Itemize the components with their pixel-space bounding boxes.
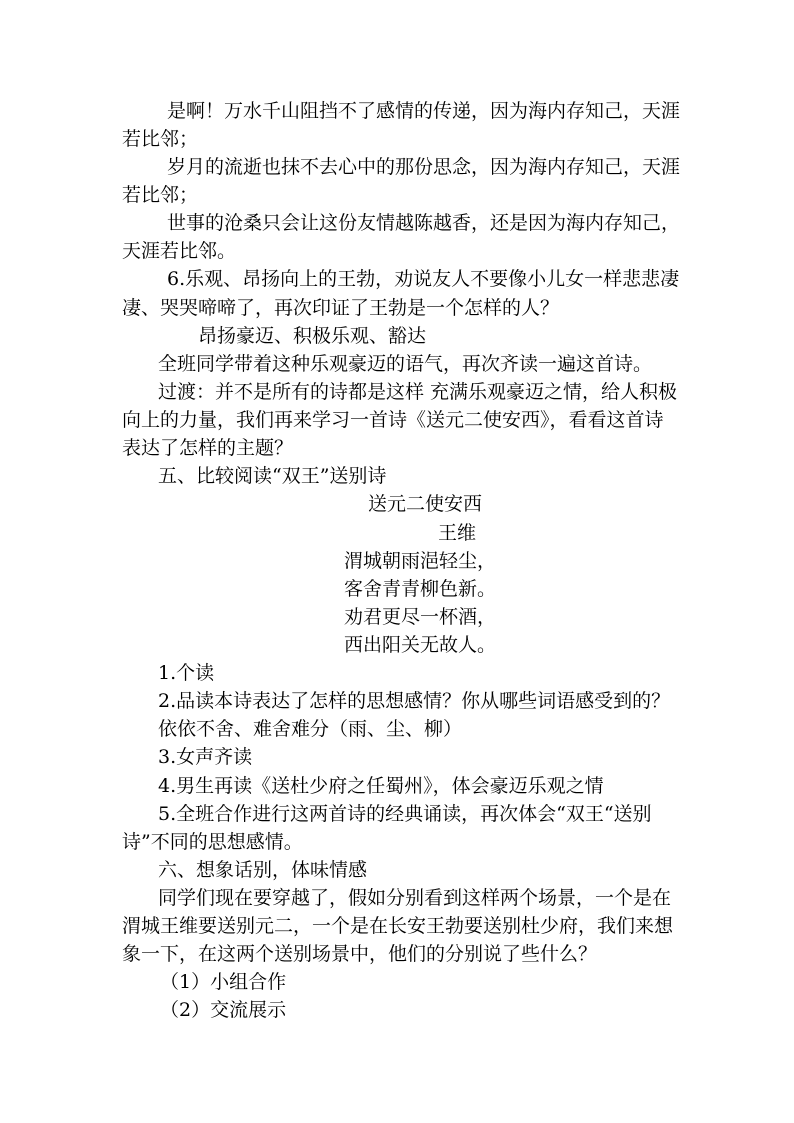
paragraph-line: 象一下，在这两个送别场景中，他们的分别说了些什么？ bbox=[122, 943, 598, 965]
list-item: 6.乐观、昂扬向上的王勃，劝说友人不要像小儿女一样悲悲凄 bbox=[167, 268, 680, 290]
paragraph-line: 表达了怎样的主题？ bbox=[122, 437, 294, 459]
poem-line: 渭城朝雨浥轻尘， bbox=[344, 550, 497, 572]
poem-line: 劝君更尽一杯酒， bbox=[344, 606, 497, 628]
poem-line: 客舍青青柳色新。 bbox=[344, 578, 497, 600]
paragraph-line: 是啊！万水千山阻挡不了感情的传递，因为海内存知己，天涯 bbox=[167, 100, 681, 122]
section-heading: 五、比较阅读“双王”送别诗 bbox=[158, 465, 387, 487]
list-item: 3.女声齐读 bbox=[158, 746, 253, 768]
list-item: 凄、哭哭啼啼了，再次印证了王勃是一个怎样的人？ bbox=[122, 297, 560, 319]
list-item: （2）交流展示 bbox=[160, 999, 287, 1021]
paragraph-line: 同学们现在要穿越了，假如分别看到这样两个场景，一个是在 bbox=[158, 887, 672, 909]
paragraph-line: 天涯若比邻。 bbox=[122, 240, 237, 262]
list-item: 4.男生再读《送杜少府之任蜀州》，体会豪迈乐观之情 bbox=[158, 775, 604, 797]
paragraph-line: 全班同学带着这种乐观豪迈的语气，再次齐读一遍这首诗。 bbox=[158, 353, 653, 375]
list-item: （1）小组合作 bbox=[160, 971, 287, 993]
list-item: 1.个读 bbox=[158, 662, 215, 684]
section-heading: 六、想象话别，体味情感 bbox=[158, 859, 368, 881]
paragraph-line: 若比邻； bbox=[122, 128, 199, 150]
list-item: 诗”不同的思想感情。 bbox=[122, 831, 303, 853]
poem-title: 送元二使安西 bbox=[368, 493, 483, 515]
paragraph-line: 向上的力量，我们再来学习一首诗《送元二使安西》，看看这首诗 bbox=[122, 409, 664, 431]
list-item: 2.品读本诗表达了怎样的思想感情？你从哪些词语感受到的？ bbox=[158, 690, 671, 712]
poem-author: 王维 bbox=[438, 522, 477, 544]
list-item: 5.全班合作进行这两首诗的经典诵读，再次体会“双王“送别 bbox=[158, 803, 652, 825]
answer-line: 依依不舍、难舍难分（雨、尘、柳） bbox=[158, 718, 463, 740]
paragraph-line: 世事的沧桑只会让这份友情越陈越香，还是因为海内存知己， bbox=[167, 212, 681, 234]
paragraph-line: 渭城王维要送别元二，一个是在长安王勃要送别杜少府，我们来想 bbox=[122, 915, 674, 937]
paragraph-line: 若比邻； bbox=[122, 184, 199, 206]
poem-line: 西出阳关无故人。 bbox=[344, 634, 497, 656]
paragraph-line: 岁月的流逝也抹不去心中的那份思念，因为海内存知己，天涯 bbox=[167, 156, 681, 178]
paragraph-line: 过渡：并不是所有的诗都是这样 充满乐观豪迈之情，给人积极 bbox=[158, 381, 678, 403]
answer-line: 昂扬豪迈、积极乐观、豁达 bbox=[198, 325, 427, 347]
